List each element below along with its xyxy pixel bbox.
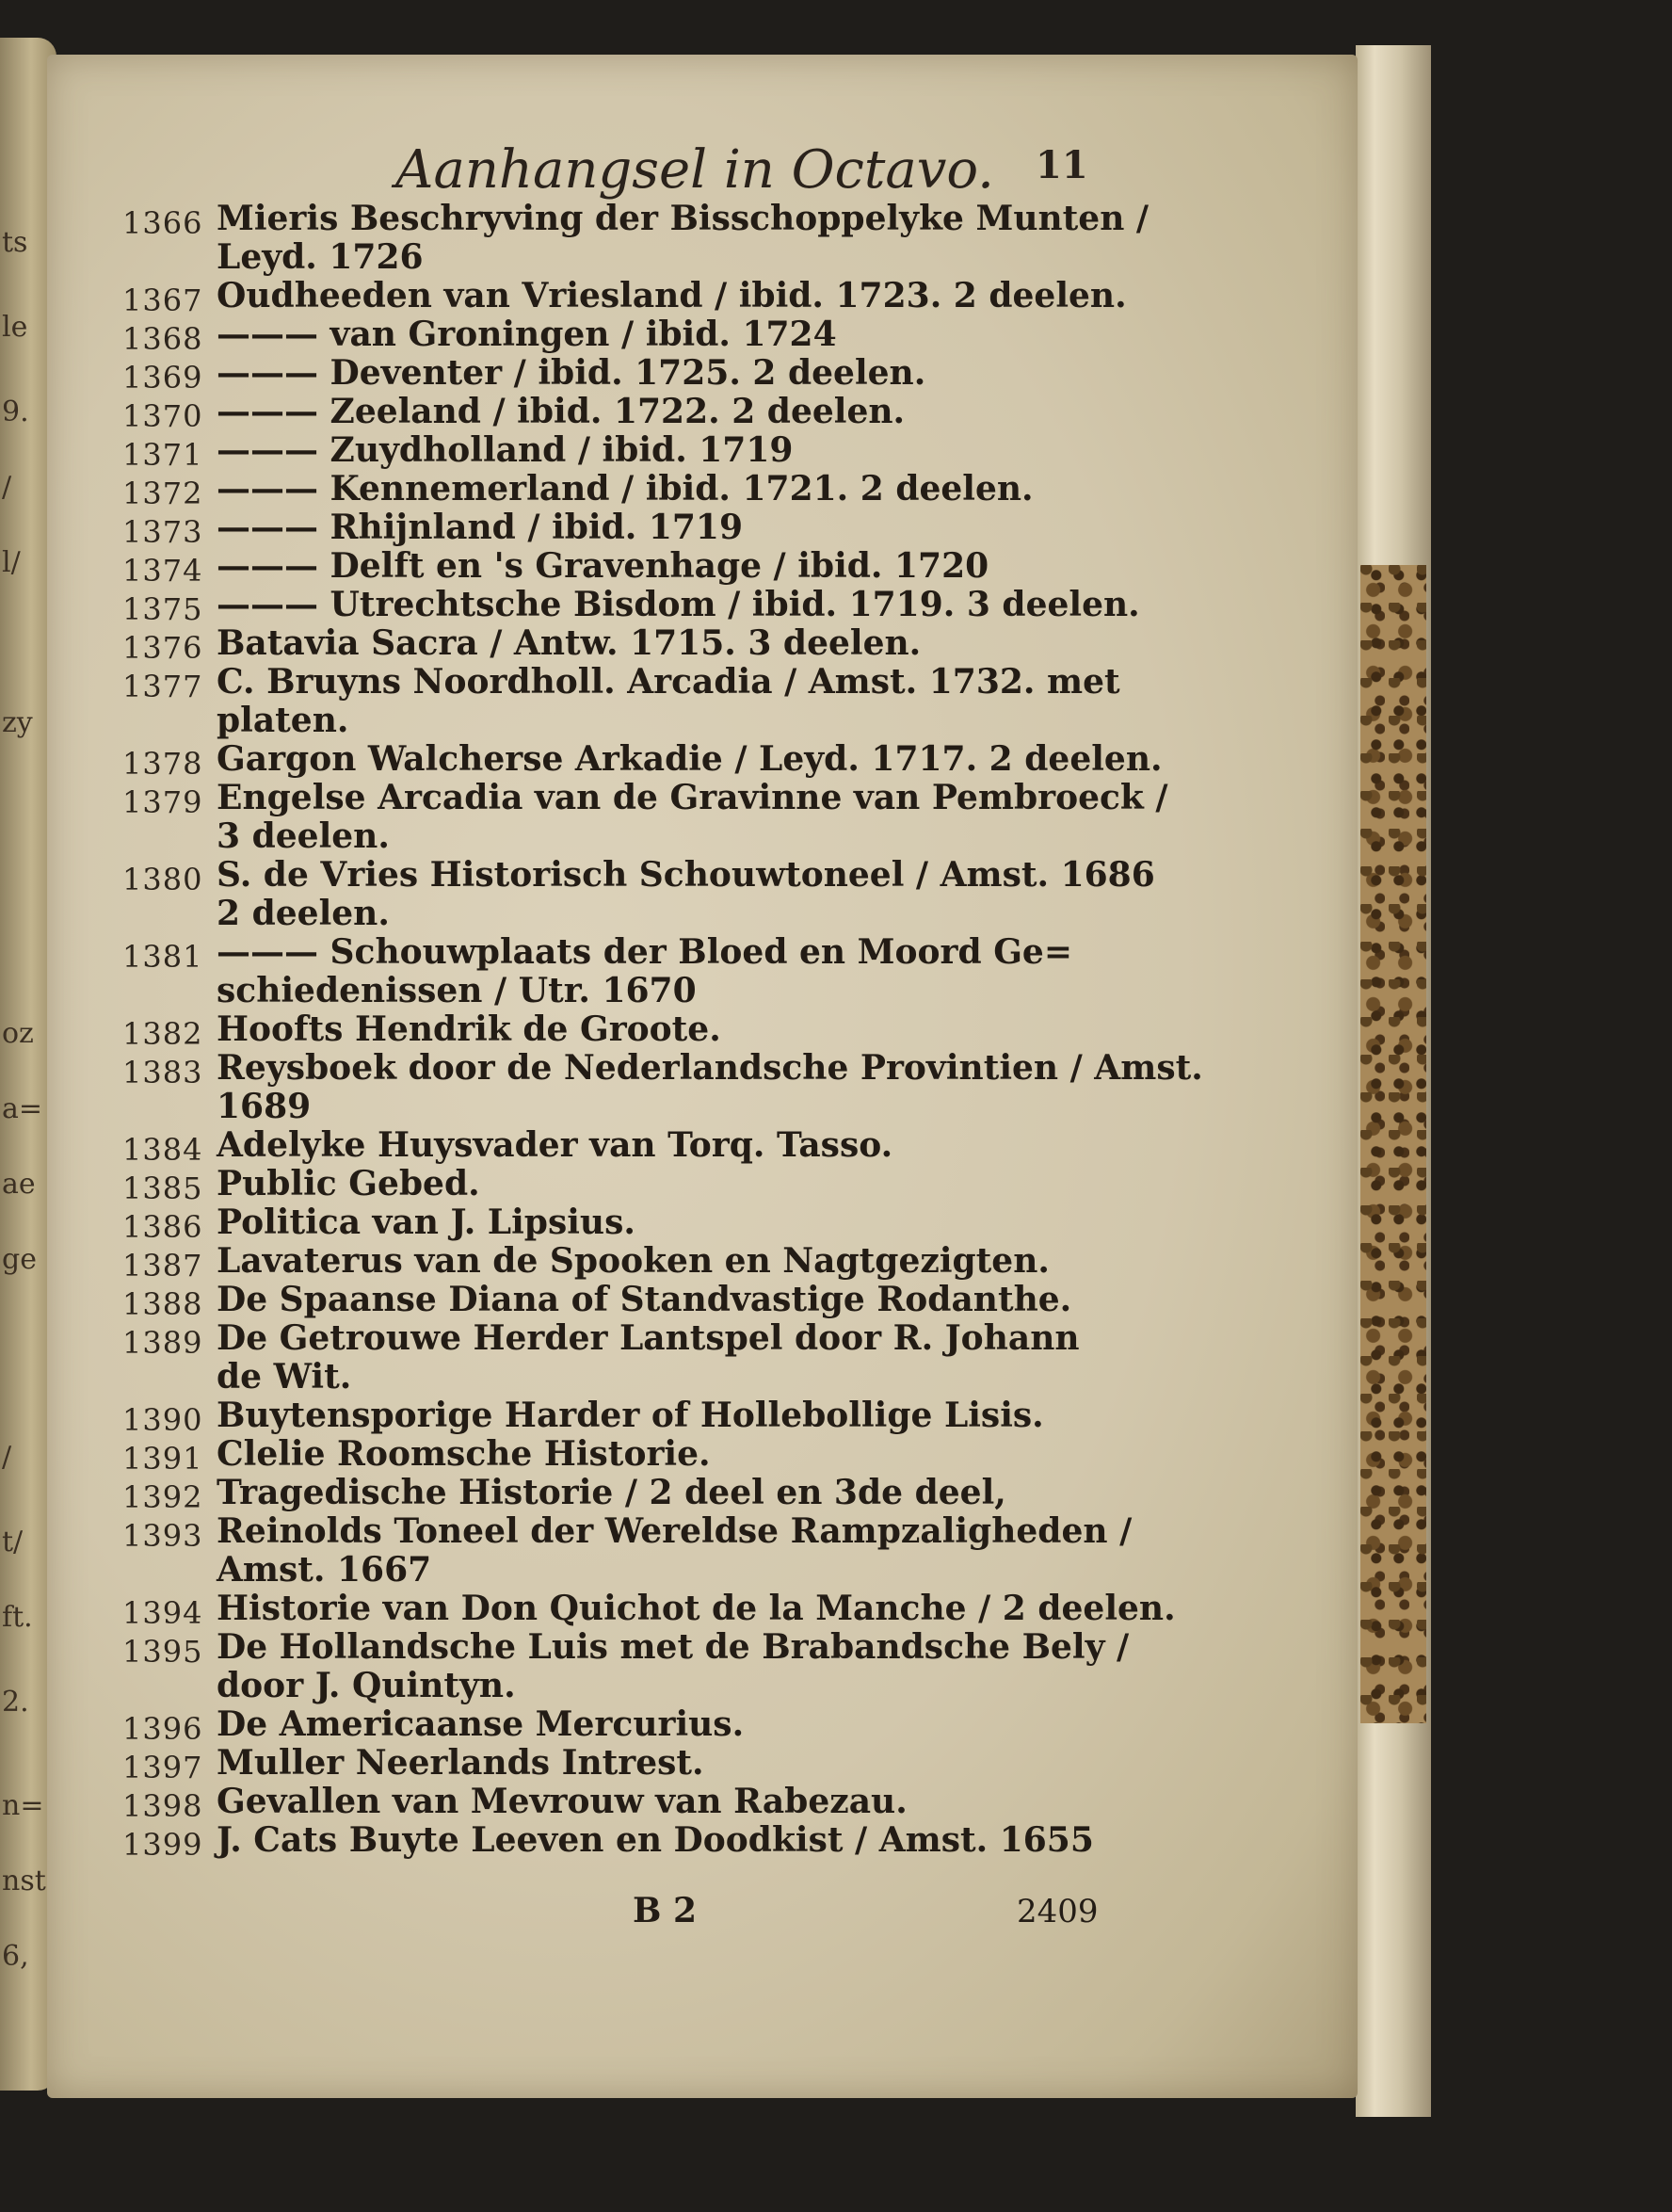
entry-number: 1391 [122, 1441, 203, 1477]
running-head: Aanhangsel in Octavo. [395, 139, 994, 201]
entry-text-line: Engelse Arcadia van de Gravinne van Pembroeck / [217, 778, 1168, 817]
entry-number: 1374 [122, 553, 203, 589]
entry-number: 1390 [122, 1402, 203, 1438]
entry-number: 1397 [122, 1750, 203, 1785]
entry-text-line: S. de Vries Historisch Schouwtoneel / Amst. 1686 [217, 855, 1155, 895]
facing-page-fragment: le [2, 311, 28, 344]
entry-text-line: De Hollandsche Luis met de Brabandsche Bely / [217, 1627, 1130, 1667]
entry-text-line: door J. Quintyn. [217, 1666, 516, 1705]
entry-number: 1382 [122, 1016, 203, 1052]
entry-number: 1366 [122, 205, 203, 241]
entry-text-line: Batavia Sacra / Antw. 1715. 3 deelen. [217, 623, 922, 663]
facing-page-fragment: 6, [2, 1940, 29, 1973]
entry-text-line: 2 deelen. [217, 894, 390, 933]
facing-page-fragment: oz [2, 1017, 34, 1050]
entry-text-line: C. Bruyns Noordholl. Arcadia / Amst. 1732. met [217, 662, 1120, 702]
facing-page-fragment: n= [2, 1789, 44, 1822]
entry-text-line: De Getrouwe Herder Lantspel door R. Johann [217, 1318, 1080, 1358]
facing-page-fragment: nst [2, 1865, 46, 1897]
entry-number: 1369 [122, 360, 203, 396]
entry-number: 1394 [122, 1595, 203, 1631]
entry-text-line: platen. [217, 701, 349, 740]
facing-page-fragment: / [2, 471, 12, 504]
entry-text-line: Leyd. 1726 [217, 237, 424, 277]
entry-number: 1388 [122, 1286, 203, 1322]
entry-text-line: Lavaterus van de Spooken en Nagtgezigten. [217, 1241, 1050, 1281]
catchword: 2409 [1017, 1893, 1099, 1930]
entry-number: 1367 [122, 283, 203, 318]
entry-number: 1377 [122, 669, 203, 704]
entry-text-line: Reysboek door de Nederlandsche Provintien / Amst. [217, 1048, 1203, 1088]
entry-text-line: Hoofts Hendrik de Groote. [217, 1009, 721, 1049]
entry-number: 1395 [122, 1634, 203, 1670]
entry-text-line: Muller Neerlands Intrest. [217, 1743, 704, 1783]
entry-number: 1385 [122, 1171, 203, 1206]
entry-number: 1398 [122, 1788, 203, 1824]
entry-number: 1393 [122, 1518, 203, 1554]
marbled-endpaper [1360, 565, 1426, 1723]
facing-page-fragment: 2. [2, 1686, 29, 1719]
entry-text-line: ——— Deventer / ibid. 1725. 2 deelen. [217, 353, 926, 393]
entry-text-line: Mieris Beschryving der Bisschoppelyke Munten / [217, 199, 1150, 238]
entry-number: 1392 [122, 1479, 203, 1515]
entry-text-line: ——— Utrechtsche Bisdom / ibid. 1719. 3 deelen. [217, 585, 1140, 624]
entry-number: 1396 [122, 1711, 203, 1747]
entry-text-line: Buytensporige Harder of Hollebollige Lisis. [217, 1396, 1044, 1435]
entry-number: 1380 [122, 862, 203, 897]
entry-text-line: 1689 [217, 1087, 312, 1126]
facing-page-fragment: / [2, 1441, 12, 1474]
entry-text-line: Gargon Walcherse Arkadie / Leyd. 1717. 2 deelen. [217, 739, 1163, 779]
entry-text-line: Clelie Roomsche Historie. [217, 1434, 711, 1474]
entry-text-line: ——— Schouwplaats der Bloed en Moord Ge= [217, 932, 1072, 972]
entry-number: 1381 [122, 939, 203, 975]
facing-page-fragment: ts [2, 226, 28, 259]
entry-text-line: ——— Rhijnland / ibid. 1719 [217, 508, 744, 547]
entry-number: 1368 [122, 321, 203, 357]
entry-number: 1387 [122, 1248, 203, 1284]
entry-text-line: ——— Delft en 's Gravenhage / ibid. 1720 [217, 546, 989, 586]
entry-number: 1399 [122, 1827, 203, 1863]
facing-page-fragment: l/ [2, 546, 21, 579]
entry-number: 1378 [122, 746, 203, 782]
entry-text-line: schiedenissen / Utr. 1670 [217, 971, 697, 1010]
entry-text-line: De Spaanse Diana of Standvastige Rodanthe. [217, 1280, 1072, 1319]
page-number: 11 [1036, 143, 1088, 187]
entry-number: 1379 [122, 784, 203, 820]
entry-text-line: ——— Zuydholland / ibid. 1719 [217, 430, 794, 470]
facing-page-fragment: zy [2, 706, 33, 739]
entry-text-line: Gevallen van Mevrouw van Rabezau. [217, 1782, 908, 1821]
entry-number: 1383 [122, 1055, 203, 1090]
facing-page-fragment: t/ [2, 1526, 24, 1558]
entry-text-line: de Wit. [217, 1357, 352, 1397]
entry-text-line: 3 deelen. [217, 816, 390, 856]
entry-text-line: J. Cats Buyte Leeven en Doodkist / Amst. 1655 [217, 1820, 1094, 1860]
entry-text-line: Oudheeden van Vriesland / ibid. 1723. 2 deelen. [217, 276, 1127, 315]
facing-page-fragment: 9. [2, 396, 29, 428]
entry-text-line: ——— Kennemerland / ibid. 1721. 2 deelen. [217, 469, 1034, 509]
entry-text-line: De Americaanse Mercurius. [217, 1704, 745, 1744]
entry-number: 1376 [122, 630, 203, 666]
facing-page-fragment: ae [2, 1168, 36, 1201]
signature-mark: B 2 [633, 1891, 698, 1930]
facing-page-fragment: ft. [2, 1601, 33, 1634]
entry-number: 1371 [122, 437, 203, 473]
entry-number: 1375 [122, 591, 203, 627]
entry-text-line: Public Gebed. [217, 1164, 480, 1203]
entry-text-line: Amst. 1667 [217, 1550, 432, 1590]
entry-text-line: Tragedische Historie / 2 deel en 3de deel, [217, 1473, 1006, 1512]
entry-number: 1370 [122, 398, 203, 434]
entry-text-line: Reinolds Toneel der Wereldse Rampzaligheden / [217, 1511, 1133, 1551]
facing-page-fragment: a= [2, 1092, 43, 1125]
entry-text-line: Historie van Don Quichot de la Manche / 2 deelen. [217, 1589, 1176, 1628]
entry-number: 1384 [122, 1132, 203, 1168]
entry-number: 1389 [122, 1325, 203, 1361]
entry-number: 1386 [122, 1209, 203, 1245]
entry-number: 1373 [122, 514, 203, 550]
entry-text-line: Adelyke Huysvader van Torq. Tasso. [217, 1125, 893, 1165]
entry-text-line: ——— van Groningen / ibid. 1724 [217, 315, 837, 354]
facing-page-fragment: ge [2, 1243, 37, 1276]
entry-text-line: ——— Zeeland / ibid. 1722. 2 deelen. [217, 392, 906, 431]
entry-text-line: Politica van J. Lipsius. [217, 1203, 635, 1242]
entry-number: 1372 [122, 476, 203, 511]
